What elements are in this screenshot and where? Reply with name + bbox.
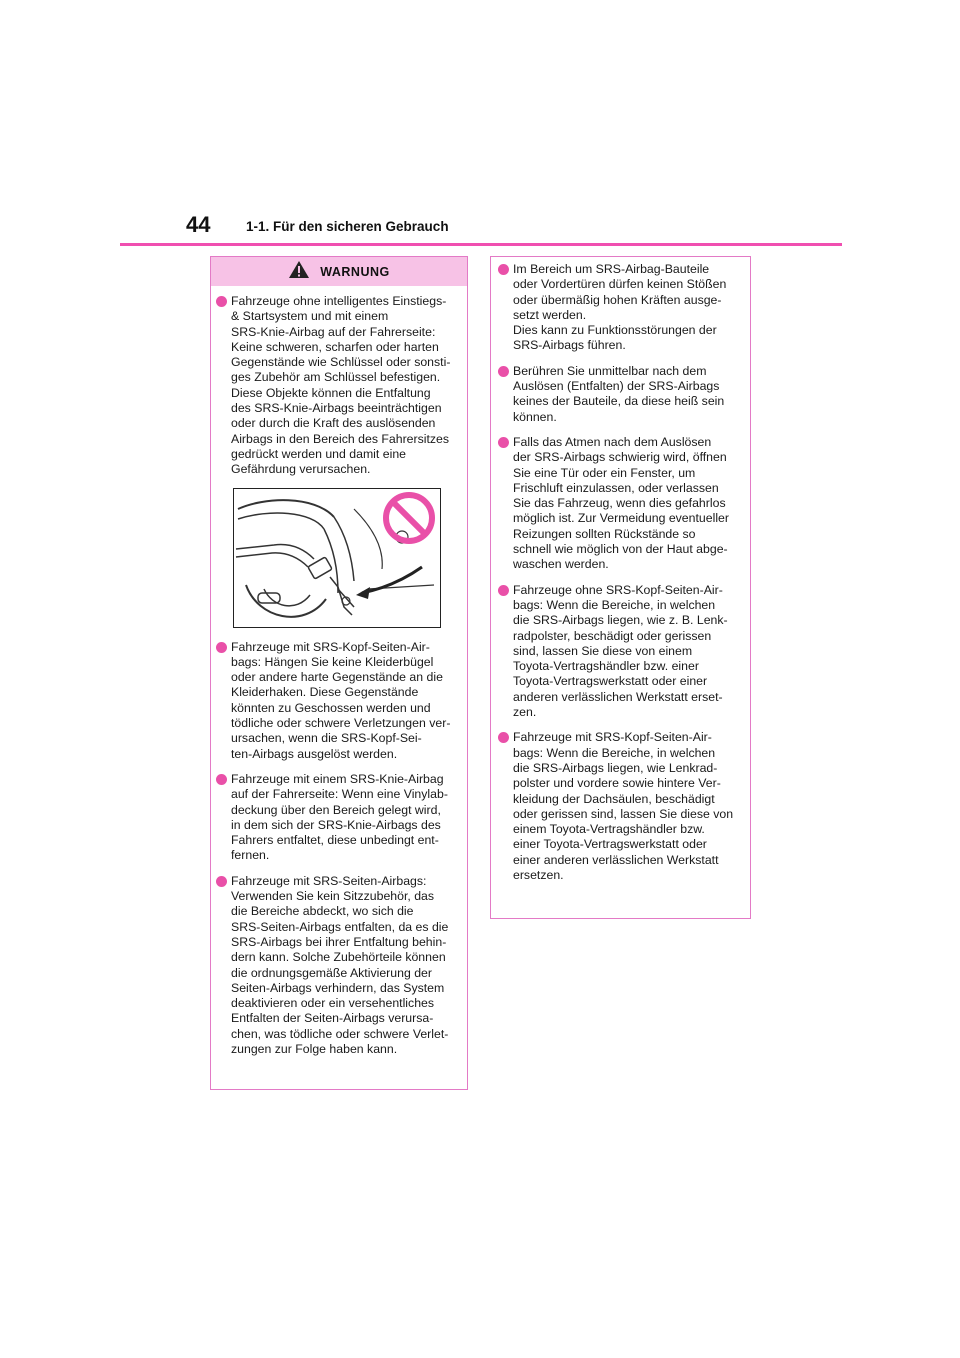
list-item-text: Fahrzeuge mit einem SRS-Knie-Airbag auf der Fahrerseite: Wenn eine Vinylab- deckung über den Bereich gelegt wird, in dem sich der SRS-Knie-Airbags des Fahrers entfaltet, diese unbedingt ent- fernen. bbox=[231, 771, 448, 863]
bullet-icon bbox=[498, 732, 509, 743]
bullet-icon bbox=[216, 296, 227, 307]
warning-label: WARNUNG bbox=[320, 264, 390, 279]
list-item bbox=[215, 772, 459, 864]
list-item-text: Fahrzeuge mit SRS-Seiten-Airbags: Verwenden Sie kein Sitzzubehör, das die Bereiche abdeckt, wo sich die SRS-Seiten-Airbags entfalten, da es die SRS-Airbags bei ihrer Entfaltung behin- dern kann. Solche Zubehörteile können die ordnungsgemäße Aktivierung der Seiten-Airbags verhindern, das System deaktivieren oder ein versehentliches Entfalten der Seiten-Airbags verursa- chen, was tödliche oder schwere Verlet- zungen zur Folge haben kann. bbox=[231, 873, 449, 1056]
list-item bbox=[215, 640, 459, 762]
page-number: 44 bbox=[186, 212, 211, 237]
bullet-icon bbox=[498, 366, 509, 377]
list-item-text: Fahrzeuge ohne intelligentes Einstiegs- & Startsystem und mit einem SRS-Knie-Airbag auf der Fahrerseite: Keine schweren, scharfen oder harten Gegenstände wie Schlüssel oder sonsti- ges Zubehör am Schlüssel befestigen. Diese Objekte können die Entfaltung des SRS-Knie-Airbags beeinträchtigen oder durch die Kraft des auslösenden Airbags in den Bereich des Fahrersitzes gedrückt werden und damit eine Gefährdung verursachen. bbox=[231, 294, 451, 477]
bullet-icon bbox=[216, 876, 227, 887]
list-item bbox=[497, 435, 742, 573]
bullet-icon bbox=[216, 642, 227, 653]
warning-triangle-icon bbox=[288, 260, 310, 284]
steering-wheel-illustration bbox=[233, 488, 441, 628]
warning-header bbox=[211, 257, 467, 286]
list-item bbox=[497, 364, 742, 425]
list-item-text: Fahrzeuge mit SRS-Kopf-Seiten-Air- bags: Hängen Sie keine Kleiderbügel oder andere harte Gegenstände an die Kleiderhaken. Diese Gegenstände könnten zu Geschossen werden und tödliche oder schwere Verletzungen ver- ursachen, wenn die SRS-Kopf-Sei- ten-Airbags ausgelöst werden. bbox=[231, 639, 451, 761]
list-item-text: Fahrzeuge mit SRS-Kopf-Seiten-Air- bags: Wenn die Bereiche, in welchen die SRS-Airbags liegen, wie Lenkrad- polster und vordere sowie hintere Ver- kleidung der Dachsäulen, beschädigt oder gerissen sind, lassen Sie diese von einem Toyota-Vertragshändler bzw. einer Toyota-Vertragswerkstatt oder einer anderen verlässlichen Werkstatt ersetzen. bbox=[513, 730, 734, 882]
warning-items-bottom bbox=[211, 640, 467, 1058]
continuation-items bbox=[491, 257, 750, 883]
bullet-icon bbox=[498, 585, 509, 596]
list-item bbox=[497, 583, 742, 721]
bullet-icon bbox=[498, 437, 509, 448]
section-title: 1-1. Für den sicheren Gebrauch bbox=[246, 219, 449, 234]
warning-continuation-box bbox=[490, 256, 751, 919]
list-item bbox=[215, 294, 459, 478]
prohibition-icon bbox=[382, 491, 436, 545]
bullet-icon bbox=[498, 264, 509, 275]
bullet-icon bbox=[216, 774, 227, 785]
header-rule bbox=[120, 243, 842, 246]
list-item-text: Fahrzeuge ohne SRS-Kopf-Seiten-Air- bags: Wenn die Bereiche, in welchen die SRS-Airbags liegen, wie z. B. Lenk- radpolster, beschädigt oder gerissen sind, lassen Sie diese von einem Toyota-Vertragshändler bzw. einer Toyota-Vertragswerkstatt oder einer anderen verlässlichen Werkstatt erset- zen. bbox=[513, 582, 728, 720]
list-item bbox=[497, 262, 742, 354]
list-item bbox=[215, 874, 459, 1058]
warning-box bbox=[210, 256, 468, 1090]
list-item-text: Falls das Atmen nach dem Auslösen der SRS-Airbags schwierig wird, öffnen Sie eine Tür oder ein Fenster, um Frischluft einzulassen, oder verlassen Sie das Fahrzeug, wenn dies gefahrlos möglich ist. Zur Vermeidung eventueller Reizungen sollten Rückstände so schnell wie möglich von der Haut abge- waschen werden. bbox=[513, 434, 729, 572]
warning-items-top bbox=[211, 286, 467, 478]
list-item-text: Berühren Sie unmittelbar nach dem Auslösen (Entfalten) der SRS-Airbags keines der Bauteile, da diese heiß sein können. bbox=[513, 363, 725, 424]
list-item bbox=[497, 730, 742, 883]
list-item-text: Im Bereich um SRS-Airbag-Bauteile oder Vordertüren dürfen keinen Stößen oder übermäßig hohen Kräften ausge- setzt werden. Dies kann zu Funktionsstörungen der SRS-Airbags führen. bbox=[513, 262, 727, 353]
